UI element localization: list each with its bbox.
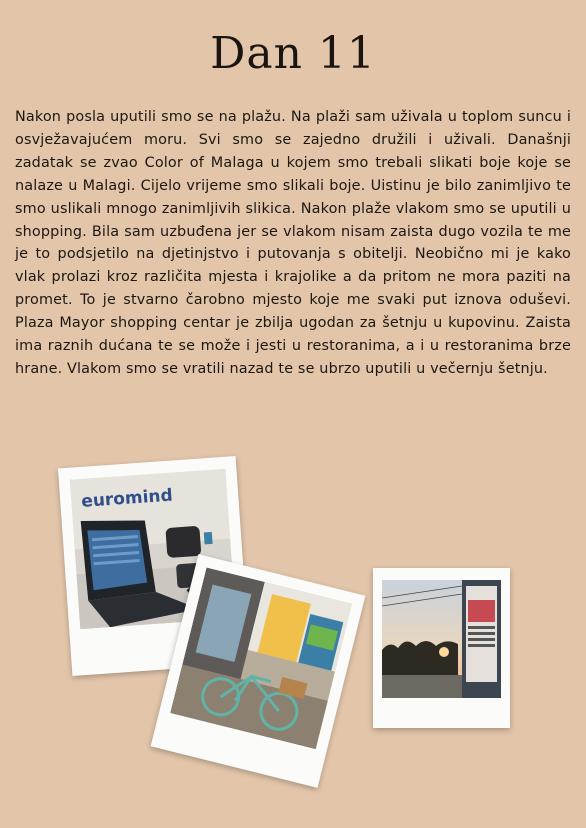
diary-paragraph: Nakon posla uputili smo se na plažu. Na plaži sam uživala u toplom suncu i osvježavajućem moru. Svi smo se zajedno družili i uživali. Današnji zadatak se zvao Color of Malaga u kojem smo trebali slikati boje koje se nalaze u Malagi. Cijelo vrijeme smo slikali boje. Uistinu je bilo zanimljivo te smo uslikali mnogo zanimljivih slikica. Nakon plaže vlakom smo se uputili u shopping. Bila sam uzbuđena jer se vlakom nisam zaista dugo vozila te me je to podsjetilo na djetinjstvo i putovanja s obitelji. Neobično mi je kako vlak prolazi kroz različita mjesta i krajolike a da pritom ne mora paziti na promet. To je stvarno čarobno mjesto koje me svaki put iznova oduševi. Plaza Mayor shopping centar je zbilja ugodan za šetnju u kupovinu. Zaista ima raznih dućana te se može i jesti u restoranima, a i u restoranima brze hrane. Vlakom smo se vratili nazad te se ubrzo uputili u večernju šetnju. (15, 109, 571, 377)
euromind-sign-text: euromind (80, 485, 174, 512)
shop-bicycle-photo (170, 567, 352, 749)
polaroid-train-sunset (373, 568, 510, 728)
train-sunset-photo (382, 580, 501, 698)
page-title: Dan 11 (210, 28, 376, 79)
